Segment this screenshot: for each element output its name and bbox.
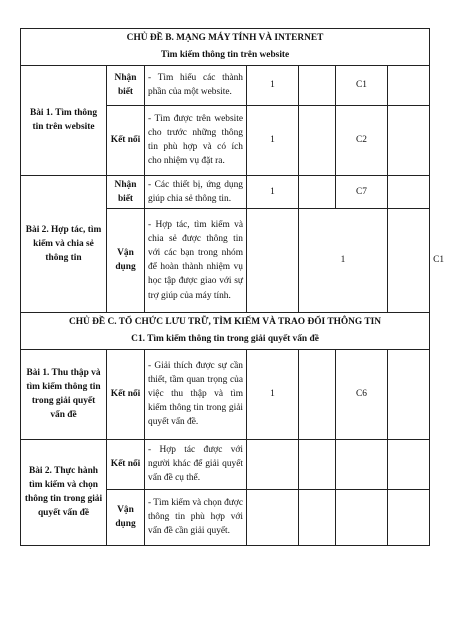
table-row: Vận dụng - Hợp tác, tìm kiếm và chia sẻ được thông tin với các bạn trong nhóm để hoàn thành nhiệm vụ học tập được giao với sự trợ giúp của máy tính. 1 C1 [21, 208, 430, 312]
topic-title: CHỦ ĐỀ C. TỔ CHỨC LƯU TRỮ, TÌM KIẾM VÀ TRAO ĐỔI THÔNG TIN [68, 316, 382, 327]
table-row [21, 439, 430, 489]
question-code [336, 489, 388, 545]
requirement-text: - Giải thích được sự cần thiết, tầm quan trọng của việc thu thập và tìm kiếm thông tin trong giải quyết vấn đề. [145, 349, 247, 439]
question-code: C6 [336, 349, 388, 439]
question-count: 1 [247, 349, 299, 439]
lesson-name: Bài 1. Thu thập và tìm kiếm thông tin trong giải quyết vấn đề [21, 349, 107, 439]
lesson-name: Bài 2. Thực hành tìm kiếm và chọn thông tin trong giải quyết vấn đề [21, 439, 107, 545]
question-count: 1 [247, 175, 299, 208]
question-code: C7 [336, 175, 388, 208]
empty-cell [299, 439, 336, 489]
empty-cell [299, 105, 336, 175]
empty-cell [388, 349, 430, 439]
lesson-name: Bài 2. Hợp tác, tìm kiếm và chia sẻ thông tin [21, 175, 107, 312]
requirement-text: - Tìm hiểu các thành phần của một website. [145, 65, 247, 105]
level-label: Kết nối [107, 439, 145, 489]
empty-cell [247, 208, 299, 312]
requirement-text: - Hợp tác, tìm kiếm và chia sẻ được thông tin với các bạn trong nhóm để hoàn thành nhiệm vụ học tập được giao với sự trợ giúp của máy tính. [145, 208, 247, 312]
level-label: Kết nối [107, 349, 145, 439]
topic-title: CHỦ ĐỀ B. MẠNG MÁY TÍNH VÀ INTERNET [126, 33, 324, 43]
topic-subtitle: Tìm kiếm thông tin trên website [160, 49, 290, 60]
topic-subtitle: C1. Tìm kiếm thông tin trong giải quyết vấn đề [131, 333, 319, 344]
empty-cell [388, 439, 430, 489]
topic-header-row [21, 29, 430, 66]
topic-header [21, 29, 430, 66]
question-count: 1 [247, 105, 299, 175]
level-label: Nhận biết [107, 175, 145, 208]
question-count [247, 489, 299, 545]
empty-cell [388, 489, 430, 545]
level-label: Vận dụng [107, 489, 145, 545]
empty-cell [388, 208, 430, 312]
topic-header [21, 312, 430, 349]
level-label: Vận dụng [107, 208, 145, 312]
requirement-text: - Tìm được trên website cho trước những thông tin phù hợp và có ích cho nhiệm vụ đặt ra. [145, 105, 247, 175]
empty-cell [299, 489, 336, 545]
requirement-text: - Tìm kiếm và chọn được thông tin phù hợp với vấn đề cần giải quyết. [145, 489, 247, 545]
empty-cell [299, 175, 336, 208]
requirement-text: - Các thiết bị, ứng dụng giúp chia sẻ thông tin. [145, 175, 247, 208]
question-count: 1 [247, 65, 299, 105]
table-row [21, 349, 430, 439]
requirement-text: - Hợp tác được với người khác để giải quyết vấn đề cụ thể. [145, 439, 247, 489]
empty-cell [388, 65, 430, 105]
level-label: Kết nối [107, 105, 145, 175]
question-code: C2 [336, 105, 388, 175]
level-label: Nhận biết [107, 65, 145, 105]
empty-cell [299, 65, 336, 105]
question-count [247, 439, 299, 489]
topic-header-row [21, 312, 430, 349]
empty-cell [388, 175, 430, 208]
empty-cell [388, 105, 430, 175]
table-row [21, 65, 430, 105]
question-code [336, 439, 388, 489]
lesson-name: Bài 1. Tìm thông tin trên website [21, 65, 107, 175]
empty-cell [299, 349, 336, 439]
assessment-matrix-table [20, 28, 445, 546]
question-code: C1 [336, 65, 388, 105]
question-count: 1 [299, 208, 388, 312]
table-row [21, 175, 430, 208]
